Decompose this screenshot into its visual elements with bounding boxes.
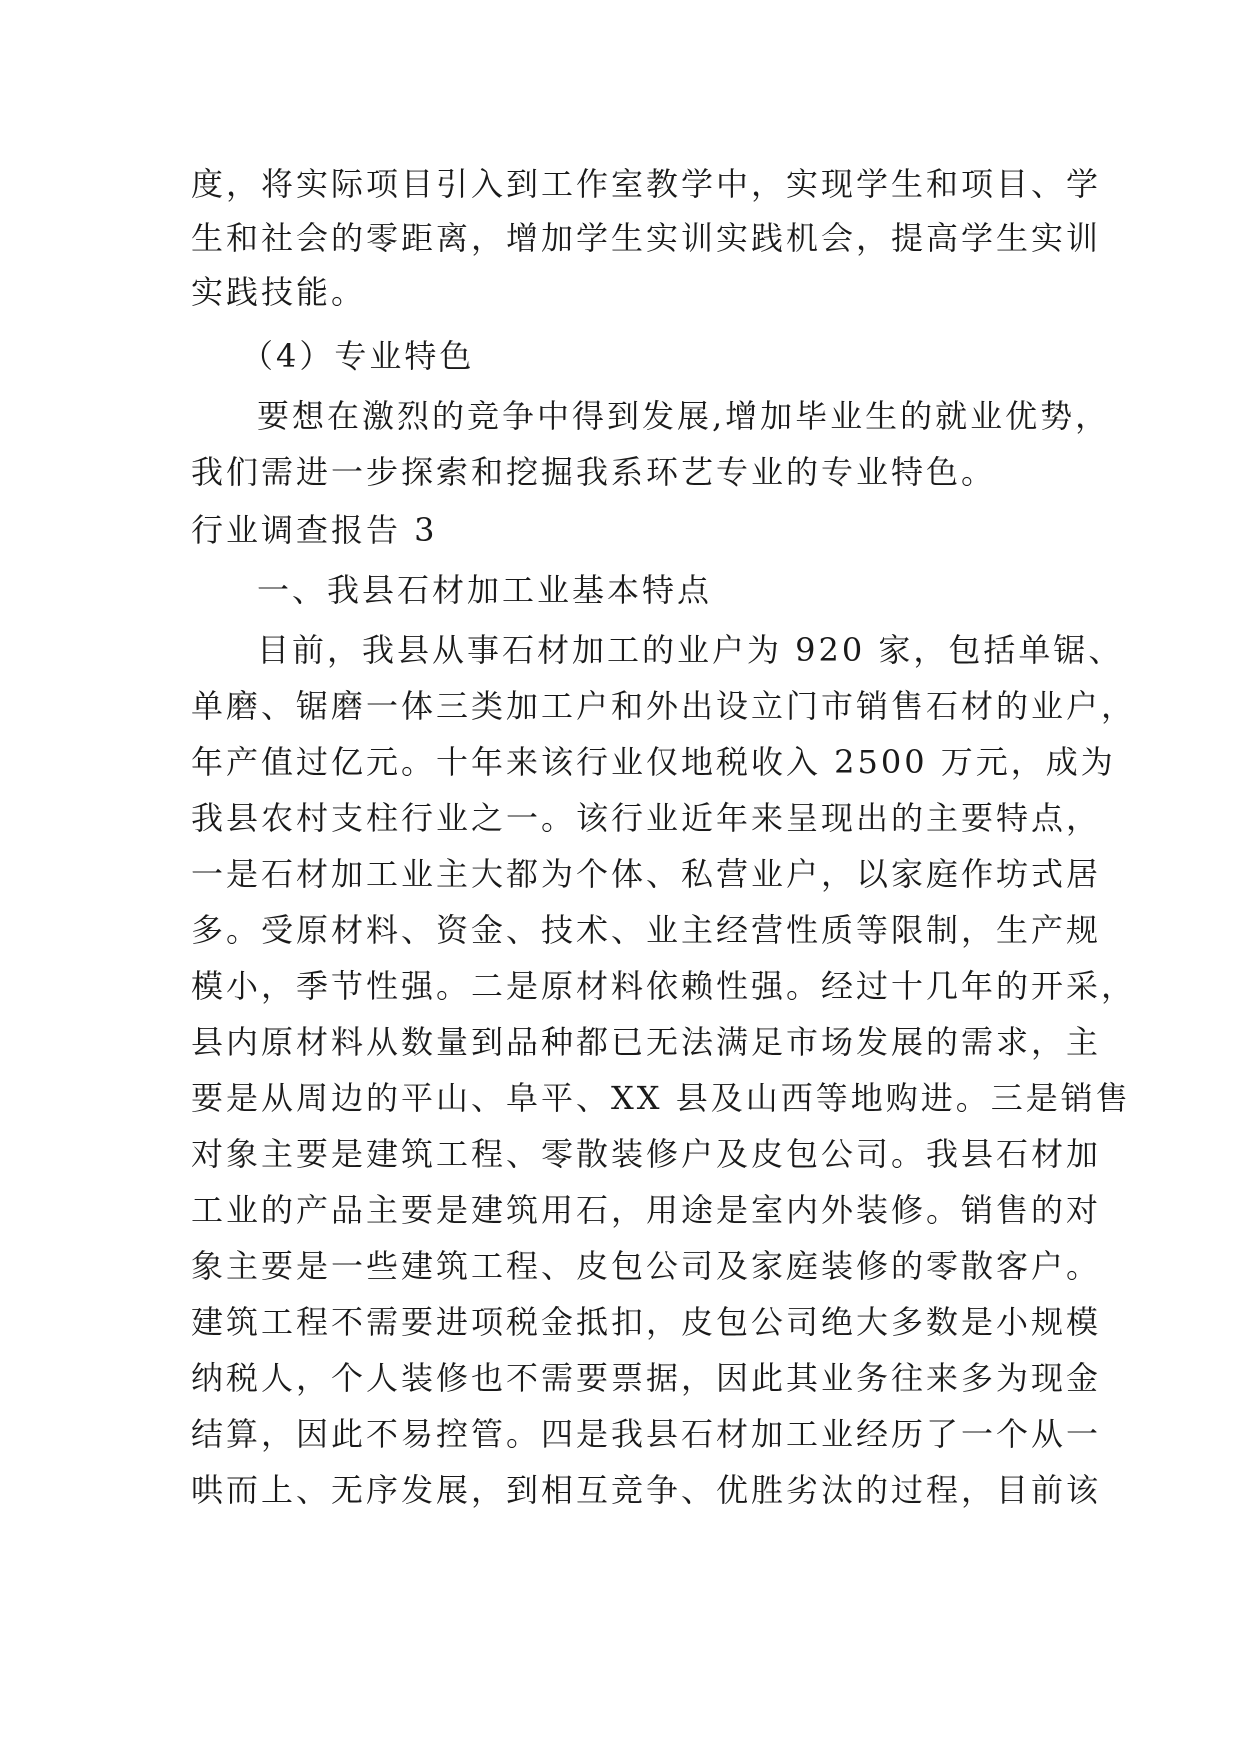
paragraph-3-line-13: 建筑工程不需要进项税金抵扣，皮包公司绝大多数是小规模 — [191, 1303, 1102, 1341]
paragraph-3-line-9: 要是从周边的平山、阜平、XX 县及山西等地购进。三是销售 — [191, 1079, 1131, 1117]
paragraph-3-line-6: 多。受原材料、资金、技术、业主经营性质等限制，生产规 — [191, 911, 1102, 949]
subheading-features: 一、我县石材加工业基本特点 — [257, 571, 713, 609]
subheading-specialty: （4）专业特色 — [241, 337, 475, 375]
paragraph-1-line-1: 度，将实际项目引入到工作室教学中，实现学生和项目、学 — [191, 165, 1102, 203]
paragraph-3-line-15: 结算，因此不易控管。四是我县石材加工业经历了一个从一 — [191, 1415, 1102, 1453]
paragraph-3-line-11: 工业的产品主要是建筑用石，用途是室内外装修。销售的对 — [191, 1191, 1102, 1229]
paragraph-1-line-3: 实践技能。 — [191, 273, 367, 311]
paragraph-3-line-5: 一是石材加工业主大都为个体、私营业户，以家庭作坊式居 — [191, 855, 1102, 893]
paragraph-3-line-1: 目前，我县从事石材加工的业户为 920 家，包括单锯、 — [257, 631, 1124, 669]
paragraph-3-line-3: 年产值过亿元。十年来该行业仅地税收入 2500 万元，成为 — [191, 743, 1116, 781]
paragraph-1-line-2: 生和社会的零距离，增加学生实训实践机会，提高学生实训 — [191, 219, 1102, 257]
paragraph-3-line-10: 对象主要是建筑工程、零散装修户及皮包公司。我县石材加 — [191, 1135, 1102, 1173]
paragraph-2-line-1: 要想在激烈的竞争中得到发展,增加毕业生的就业优势， — [257, 397, 1111, 435]
paragraph-3-line-2: 单磨、锯磨一体三类加工户和外出设立门市销售石材的业户， — [191, 687, 1137, 725]
paragraph-3-line-12: 象主要是一些建筑工程、皮包公司及家庭装修的零散客户。 — [191, 1247, 1102, 1285]
paragraph-3-line-16: 哄而上、无序发展，到相互竞争、优胜劣汰的过程，目前该 — [191, 1471, 1102, 1509]
paragraph-2-line-2: 我们需进一步探索和挖掘我系环艺专业的专业特色。 — [191, 453, 997, 491]
paragraph-3-line-7: 模小，季节性强。二是原材料依赖性强。经过十几年的开采， — [191, 967, 1137, 1005]
paragraph-3-line-8: 县内原材料从数量到品种都已无法满足市场发展的需求，主 — [191, 1023, 1102, 1061]
section-title: 行业调查报告 3 — [191, 511, 438, 549]
paragraph-3-line-14: 纳税人，个人装修也不需要票据，因此其业务往来多为现金 — [191, 1359, 1102, 1397]
paragraph-3-line-4: 我县农村支柱行业之一。该行业近年来呈现出的主要特点， — [191, 799, 1102, 837]
